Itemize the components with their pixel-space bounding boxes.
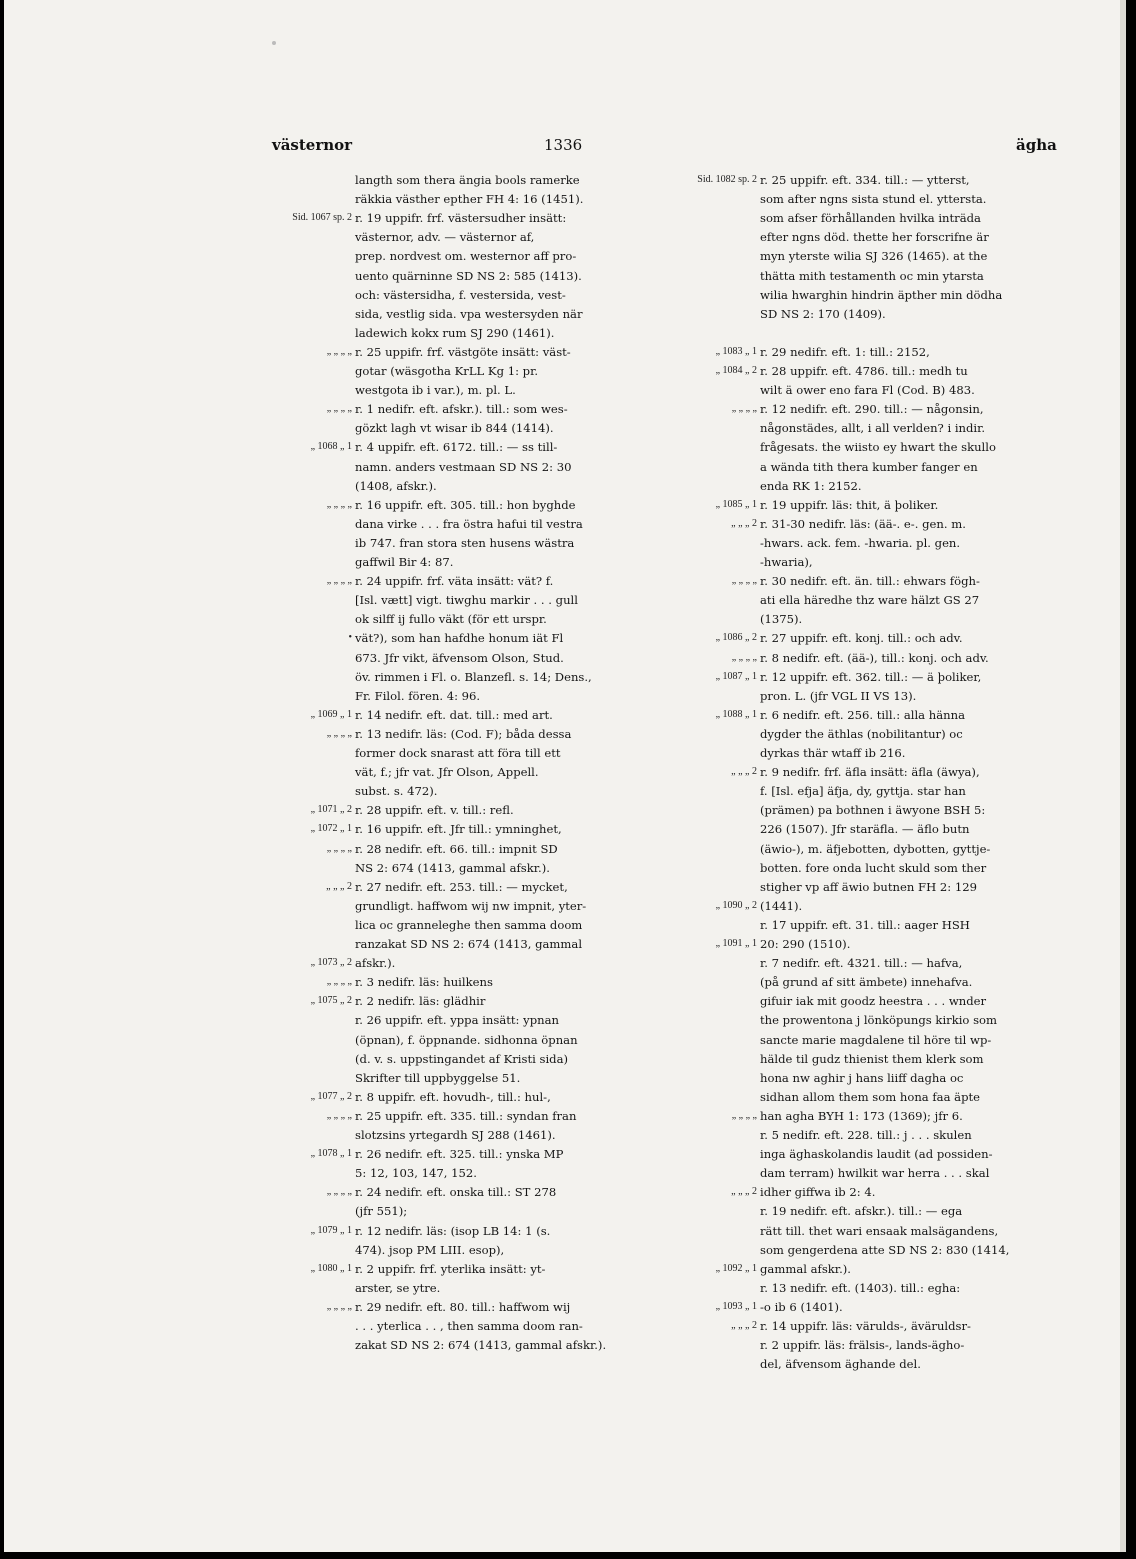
entry-line: (prämen) pa bothnen i äwyone BSH 5:	[760, 803, 986, 818]
page-reference: „ 1071 „ 2	[310, 804, 352, 816]
entry-line: gaffwil Bir 4: 87.	[355, 555, 454, 569]
entry-line: . . . yterlica . . , then samma doom ran-	[355, 1319, 583, 1333]
entry-line: r. 7 nedifr. eft. 4321. till.: — hafva,	[760, 956, 963, 971]
entry-line: 226 (1507). Jfr staräfla. — äflo butn	[760, 822, 970, 837]
entry-line: hona nw aghir j hans liiff dagha oc	[760, 1070, 964, 1085]
page-reference: „ 1079 „ 1	[310, 1224, 352, 1236]
entry-line: r. 16 uppifr. eft. Jfr till.: ymninghet,	[355, 822, 562, 837]
page-reference: „ „ „ „	[326, 575, 352, 587]
entry-line: ati ella häredhe thz ware hälzt GS 27	[760, 593, 980, 608]
entry-line: r. 25 uppifr. eft. 335. till.: syndan fran	[355, 1108, 577, 1123]
page-reference: „ „ „ „	[326, 403, 352, 415]
page-reference: Sid. 1067 sp. 2	[292, 212, 352, 224]
entry-line: vät, f.; jfr vat. Jfr Olson, Appell.	[355, 765, 539, 780]
page-reference: „ 1090 „ 2	[715, 899, 757, 911]
entry-line: [Isl. vætt] vigt. tiwghu markir . . . gull	[355, 593, 578, 608]
running-head-right: ägha	[1016, 136, 1057, 154]
page-reference: „ 1093 „ 1	[715, 1300, 757, 1312]
page-reference: „ 1072 „ 1	[310, 823, 352, 835]
entry-line: r. 6 nedifr. eft. 256. till.: alla hänna	[760, 707, 965, 722]
entry-line: myn yterste wilia SJ 326 (1465). at the	[760, 249, 988, 264]
entry-line: botten. fore onda lucht skuld som ther	[760, 860, 987, 875]
entry-line: pron. L. (jfr VGL II VS 13).	[760, 688, 917, 703]
entry-line: r. 26 uppifr. eft. yppa insätt: ypnan	[355, 1013, 559, 1028]
entry-line: enda RK 1: 2152.	[760, 478, 862, 493]
entry-line: ranzakat SD NS 2: 674 (1413, gammal	[355, 937, 583, 951]
page-reference: „ 1088 „ 1	[715, 708, 757, 720]
entry-line: r. 19 uppifr. frf. västersudher insätt:	[355, 211, 567, 226]
page-reference: „ „ „ „	[326, 498, 352, 510]
entry-line: westgota ib i var.), m. pl. L.	[355, 383, 516, 398]
entry-line: dygder the äthlas (nobilitantur) oc	[760, 726, 963, 741]
entry-line: (äwio-), m. äfjebotten, dybotten, gyttje-	[760, 841, 991, 856]
entry-line: idher giffwa ib 2: 4.	[760, 1185, 876, 1200]
page-reference: „ 1092 „ 1	[715, 1262, 757, 1274]
entry-line: gözkt lagh vt wisar ib 844 (1414).	[355, 421, 554, 436]
page-reference: „ „ „ „	[326, 1300, 352, 1312]
running-head-left: västernor	[272, 136, 353, 154]
entry-line: öv. rimmen i Fl. o. Blanzefl. s. 14; Dens.,	[355, 669, 592, 684]
entry-line: dana virke . . . fra östra hafui til vestra	[355, 516, 583, 531]
entry-line: r. 8 nedifr. eft. (ää-), till.: konj. och adv.	[760, 650, 989, 665]
entry-line: r. 25 uppifr. eft. 334. till.: — ytterst,	[760, 173, 970, 187]
entry-line: former dock snarast att föra till ett	[355, 746, 561, 760]
entry-line: r. 16 uppifr. eft. 305. till.: hon byghde	[355, 497, 576, 512]
entry-line: (1375).	[760, 612, 803, 627]
entry-line: r. 14 nedifr. eft. dat. till.: med art.	[355, 707, 553, 722]
entry-line: grundligt. haffwom wij nw impnit, yter-	[355, 898, 587, 913]
entry-line: r. 29 nedifr. eft. 1: till.: 2152,	[760, 344, 930, 359]
entry-line: hälde til gudz thienist them klerk som	[760, 1051, 984, 1066]
entry-line: r. 17 uppifr. eft. 31. till.: aager HSH	[760, 917, 970, 932]
entry-line: r. 28 uppifr. eft. v. till.: refl.	[355, 803, 514, 818]
entry-line: och: västersidha, f. vestersida, vest-	[355, 287, 566, 302]
entry-line: a wända tith thera kumber fanger en	[760, 459, 978, 474]
entry-line: langth som thera ängia bools ramerke	[355, 173, 580, 187]
entry-line: arster, se ytre.	[355, 1280, 441, 1295]
entry-line: afskr.).	[355, 956, 396, 971]
page-reference: „ 1068 „ 1	[310, 441, 352, 453]
page-reference: „ „ „ „	[731, 651, 757, 663]
entry-line: r. 28 uppifr. eft. 4786. till.: medh tu	[760, 364, 968, 378]
entry-line: ib 747. fran stora sten husens wästra	[355, 535, 575, 550]
entry-line: gammal afskr.).	[760, 1261, 851, 1276]
entry-line: r. 24 nedifr. eft. onska till.: ST 278	[355, 1185, 557, 1200]
entry-line: NS 2: 674 (1413, gammal afskr.).	[355, 860, 550, 875]
entry-line: han agha BYH 1: 173 (1369); jfr 6.	[760, 1108, 963, 1123]
page-reference: „ „ „ 2	[731, 1320, 757, 1331]
page-reference: •	[348, 632, 352, 644]
entry-line: r. 2 nedifr. läs: glädhir	[355, 994, 486, 1009]
entry-line: r. 25 uppifr. frf. västgöte insätt: väst-	[355, 344, 571, 359]
entry-line: r. 4 uppifr. eft. 6172. till.: — ss till-	[355, 440, 558, 455]
entry-line: ladewich kokx rum SJ 290 (1461).	[355, 325, 555, 340]
entry-line: ok silff ij fullo väkt (för ett urspr.	[355, 612, 547, 627]
entry-line: sida, vestlig sida. vpa westersyden när	[355, 306, 583, 321]
entry-line: 673. Jfr vikt, äfvensom Olson, Stud.	[355, 650, 564, 665]
page-reference: „ „ „ „	[326, 1109, 352, 1121]
page-reference: „ 1077 „ 2	[310, 1090, 352, 1102]
entry-line: stigher vp aff äwio butnen FH 2: 129	[760, 879, 977, 894]
page-reference: „ 1083 „ 1	[715, 345, 757, 357]
page-reference: „ „ „ 2	[731, 517, 757, 529]
entry-line: frågesats. the wiisto ey hwart the skullo	[760, 440, 996, 455]
entry-line: r. 12 nedifr. eft. 290. till.: — någonsin,	[760, 402, 984, 417]
entry-line: (1408, afskr.).	[355, 478, 437, 493]
entry-line: -o ib 6 (1401).	[760, 1299, 843, 1314]
entry-line: r. 24 uppifr. frf. väta insätt: vät? f.	[355, 574, 554, 589]
entry-line: r. 5 nedifr. eft. 228. till.: j . . . skulen	[760, 1128, 972, 1142]
page-reference: „ 1085 „ 1	[715, 498, 757, 510]
entry-line: r. 30 nedifr. eft. än. till.: ehwars fögh-	[760, 574, 980, 589]
entry-line: västernor, adv. — västernor af,	[355, 230, 535, 245]
entry-line: någonstädes, allt, i all verlden? i indir.	[760, 421, 986, 436]
page-reference: „ 1091 „ 1	[715, 938, 757, 949]
entry-line: efter ngns död. thette her forscrifne är	[760, 230, 989, 245]
entry-line: (1441).	[760, 898, 803, 913]
entry-line: zakat SD NS 2: 674 (1413, gammal afskr.).	[355, 1338, 607, 1353]
page-reference: „ „ „ „	[326, 345, 352, 357]
entry-line: -hwaria),	[760, 555, 813, 569]
entry-line: 20: 290 (1510).	[760, 937, 851, 951]
entry-line: gifuir iak mit goodz heestra . . . wnder	[760, 994, 987, 1009]
entry-line: (jfr 551);	[355, 1204, 408, 1219]
entry-line: 5: 12, 103, 147, 152.	[355, 1166, 477, 1181]
page-reference: „ „ „ „	[326, 842, 352, 854]
page-reference: „ 1080 „ 1	[310, 1262, 352, 1274]
entry-line: subst. s. 472).	[355, 784, 438, 799]
entry-line: vät?), som han hafdhe honum iät Fl	[355, 631, 564, 646]
page-reference: „ 1084 „ 2	[715, 365, 757, 376]
entry-line: thätta mith testamenth oc min ytarsta	[760, 268, 984, 283]
entry-line: f. [Isl. efja] äfja, dy, gyttja. star han	[760, 784, 966, 799]
entry-line: r. 29 nedifr. eft. 80. till.: haffwom wij	[355, 1299, 571, 1314]
entry-line: r. 19 uppifr. läs: thit, ä þoliker.	[760, 497, 939, 512]
entry-line: gotar (wäsgotha KrLL Kg 1: pr.	[355, 364, 539, 378]
entry-line: rätt till. thet wari ensaak malsägandens,	[760, 1223, 999, 1238]
entry-line: the prowentona j lönköpungs kirkio som	[760, 1013, 998, 1028]
page-reference: „ 1069 „ 1	[310, 708, 352, 720]
entry-line: r. 9 nedifr. frf. äfla insätt: äfla (äwya),	[760, 765, 980, 780]
entry-line: sancte marie magdalene til höre til wp-	[760, 1032, 992, 1047]
entry-line: r. 13 nedifr. eft. (1403). till.: egha:	[760, 1280, 961, 1295]
entry-line: r. 12 uppifr. eft. 362. till.: — ä þoliker,	[760, 669, 982, 684]
entry-line: wilia hwarghin hindrin äpther min dödha	[760, 287, 1003, 302]
entry-line: som after ngns sista stund el. yttersta.	[760, 192, 987, 207]
page-reference: „ 1073 „ 2	[310, 957, 352, 969]
entry-line: 474). jsop PM LIII. esop),	[355, 1242, 505, 1257]
page-reference: „ „ „ „	[731, 403, 757, 415]
page-number: 1336	[544, 136, 583, 154]
entry-line: lica oc granneleghe then samma doom	[355, 917, 583, 932]
page-reference: „ „ „ „	[326, 976, 352, 988]
entry-line: uento quärninne SD NS 2: 585 (1413).	[355, 268, 582, 283]
entry-line: Skrifter till uppbyggelse 51.	[355, 1070, 521, 1085]
entry-line: SD NS 2: 170 (1409).	[760, 306, 886, 321]
entry-line: r. 28 nedifr. eft. 66. till.: impnit SD	[355, 841, 558, 856]
entry-line: wilt ä ower eno fara Fl (Cod. B) 483.	[760, 383, 975, 398]
page-reference: „ „ „ „	[731, 575, 757, 587]
entry-line: räkkia västher epther FH 4: 16 (1451).	[355, 192, 584, 207]
paper-speck	[272, 41, 276, 45]
page-reference: „ „ „ „	[326, 1186, 352, 1198]
entry-line: som gengerdena atte SD NS 2: 830 (1414,	[760, 1242, 1010, 1257]
page-reference: „ 1078 „ 1	[310, 1148, 352, 1160]
entry-line: dyrkas thär wtaff ib 216.	[760, 746, 906, 760]
entry-line: (på grund af sitt ämbete) innehafva.	[760, 975, 973, 990]
entry-line: r. 13 nedifr. läs: (Cod. F); båda dessa	[355, 726, 572, 741]
page-reference: Sid. 1082 sp. 2	[697, 174, 757, 185]
entry-line: r. 31-30 nedifr. läs: (ää-. e-. gen. m.	[760, 516, 966, 531]
entry-line: r. 27 uppifr. eft. konj. till.: och adv.	[760, 631, 963, 646]
entry-line: -hwars. ack. fem. -hwaria. pl. gen.	[760, 535, 961, 550]
entry-line: r. 27 nedifr. eft. 253. till.: — mycket,	[355, 879, 568, 894]
entry-line: r. 1 nedifr. eft. afskr.). till.: som wes-	[355, 402, 568, 417]
entry-line: namn. anders vestmaan SD NS 2: 30	[355, 459, 572, 474]
entry-line: (d. v. s. uppstingandet af Kristi sida)	[355, 1051, 569, 1066]
page-reference: „ 1087 „ 1	[715, 670, 757, 682]
entry-line: r. 12 nedifr. läs: (isop LB 14: 1 (s.	[355, 1223, 551, 1238]
page-reference: „ „ „ 2	[326, 880, 352, 892]
page-reference: „ „ „ 2	[731, 1186, 757, 1198]
entry-line: r. 8 uppifr. eft. hovudh-, till.: hul-,	[355, 1089, 551, 1104]
page-reference: „ 1086 „ 2	[715, 632, 757, 644]
entry-line: Fr. Filol. fören. 4: 96.	[355, 688, 481, 703]
page-reference: „ „ „ „	[326, 727, 352, 739]
page-reference: „ „ „ 2	[731, 766, 757, 778]
entry-line: r. 3 nedifr. läs: huilkens	[355, 975, 493, 990]
page-reference: „ 1075 „ 2	[310, 995, 352, 1007]
entry-line: som afser förhållanden hvilka inträda	[760, 211, 981, 226]
page-reference: „ „ „ „	[731, 1109, 757, 1121]
entry-line: sidhan allom them som hona faa äpte	[760, 1089, 981, 1104]
entry-line: del, äfvensom äghande del.	[760, 1357, 921, 1372]
entry-line: slotzsins yrtegardh SJ 288 (1461).	[355, 1128, 556, 1142]
entry-line: r. 2 uppifr. läs: frälsis-, lands-ägho-	[760, 1338, 965, 1353]
entry-line: r. 26 nedifr. eft. 325. till.: ynska MP	[355, 1147, 564, 1162]
entry-line: r. 19 nedifr. eft. afskr.). till.: — ega	[760, 1204, 963, 1219]
entry-line: r. 2 uppifr. frf. yterlika insätt: yt-	[355, 1261, 546, 1276]
page-edge	[1120, 0, 1126, 1552]
dictionary-page	[4, 0, 1126, 1552]
entry-line: prep. nordvest om. westernor aff pro-	[355, 249, 577, 264]
entry-line: inga äghaskolandis laudit (ad possiden-	[760, 1147, 993, 1162]
entry-line: (öpnan), f. öppnande. sidhonna öpnan	[355, 1032, 578, 1047]
entry-line: r. 14 uppifr. läs: värulds-, äväruldsr-	[760, 1319, 971, 1333]
entry-line: dam terram) hwilkit war herra . . . skal	[760, 1166, 990, 1181]
